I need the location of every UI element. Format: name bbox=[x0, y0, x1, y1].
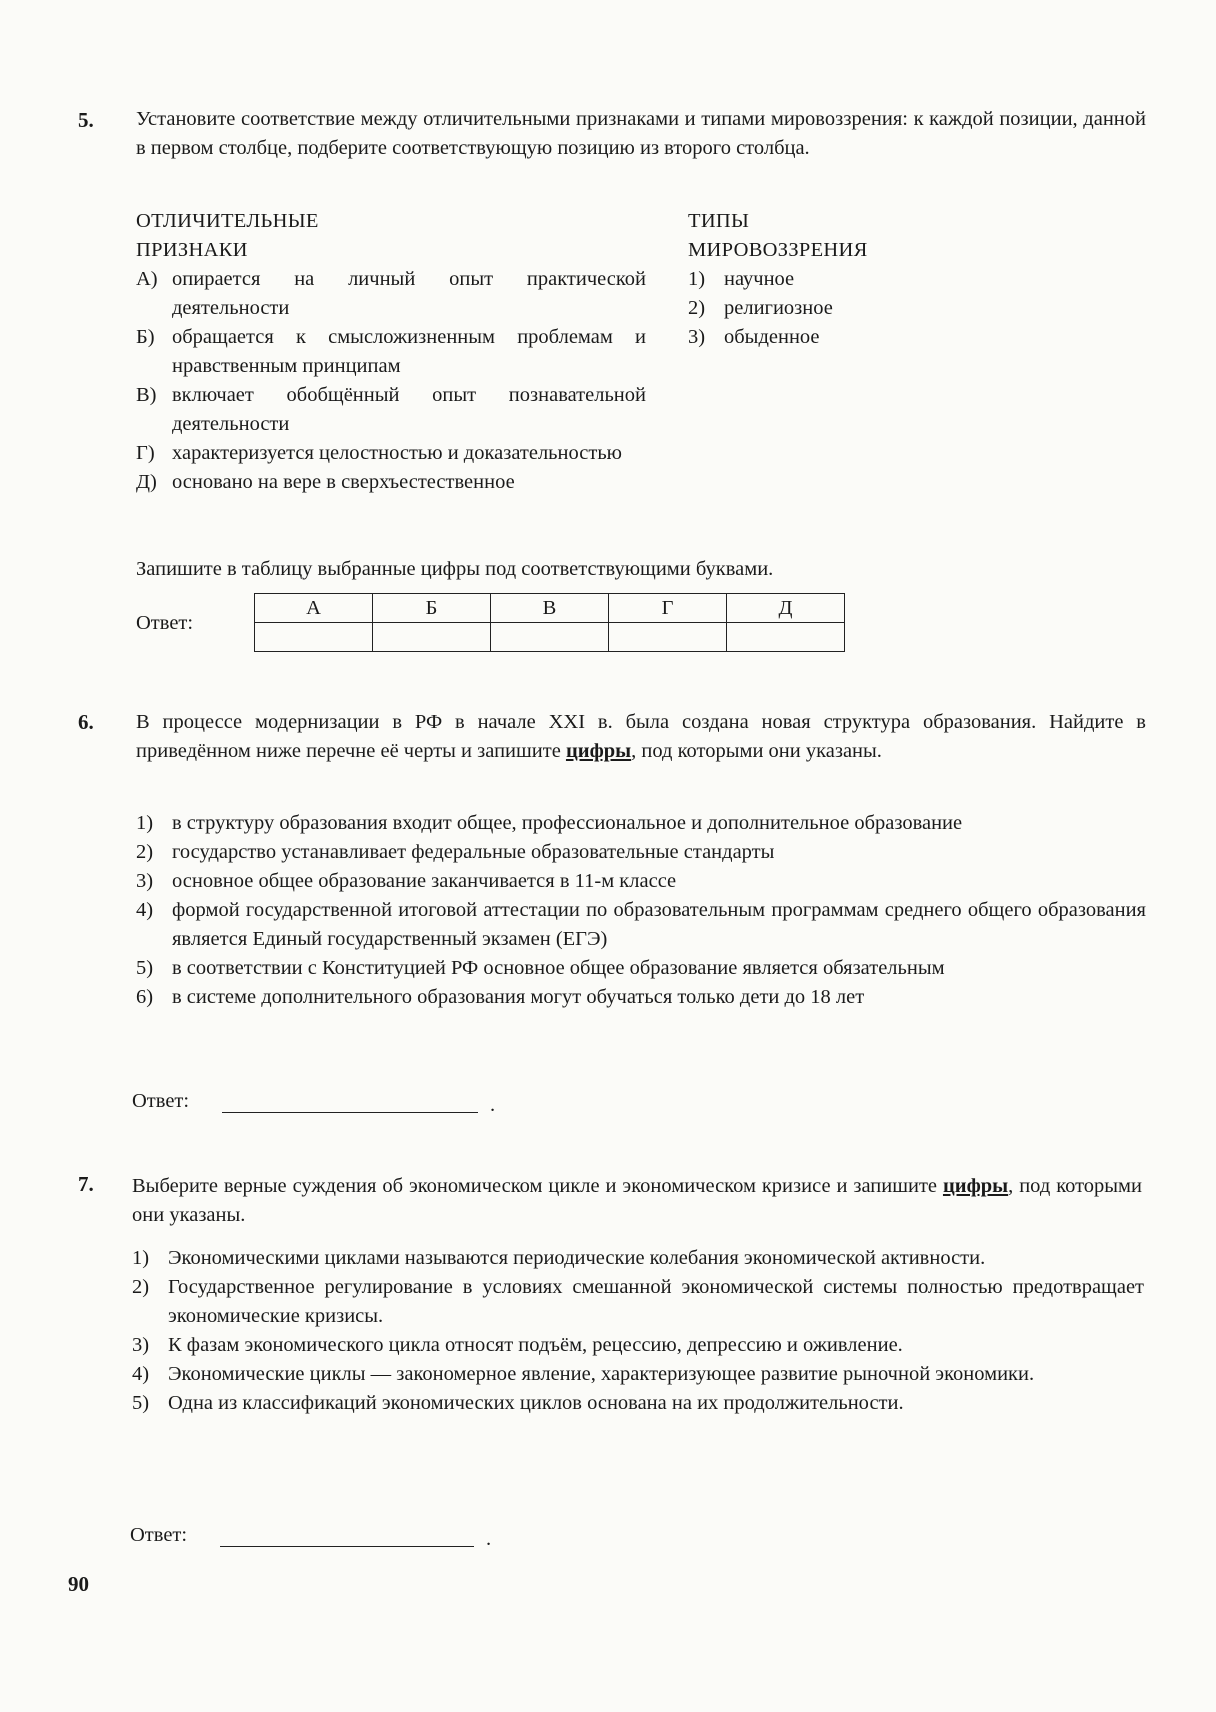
feature-label: Д) bbox=[136, 471, 157, 493]
type-label: 2) bbox=[688, 297, 706, 319]
task6-option bbox=[136, 838, 1146, 867]
option-text: К фазам экономического цикла относят подъём, рецессию, депрессию и оживление. bbox=[168, 1334, 903, 1356]
task5-left-header-2: ПРИЗНАКИ bbox=[136, 239, 248, 261]
task5-right-header-2: МИРОВОЗЗРЕНИЯ bbox=[688, 239, 868, 261]
task7-options bbox=[132, 1244, 1144, 1418]
option-label: 2) bbox=[136, 841, 154, 863]
option-text: в структуру образования входит общее, профессиональное и дополнительное образование bbox=[172, 812, 963, 834]
task7-option bbox=[132, 1360, 1144, 1389]
option-label: 5) bbox=[132, 1392, 150, 1414]
task7-answer-dot: . bbox=[486, 1528, 492, 1550]
feature-label: А) bbox=[136, 268, 158, 290]
task6-option bbox=[136, 983, 1146, 1012]
task5-right-header-1: ТИПЫ bbox=[688, 210, 750, 232]
feature-text: опирается на личный опыт практической деятельности bbox=[172, 268, 646, 319]
task6-option bbox=[136, 867, 1146, 896]
task6-answer-field[interactable] bbox=[222, 1090, 478, 1113]
task6-number: 6. bbox=[78, 710, 94, 734]
option-text: в соответствии с Конституцией РФ основное общее образование является обязательным bbox=[172, 957, 945, 979]
task7-option bbox=[132, 1273, 1144, 1331]
task6-answer-label: Ответ: bbox=[132, 1090, 190, 1112]
task5-features-column bbox=[136, 207, 646, 497]
answer-cell-d[interactable] bbox=[727, 623, 845, 652]
option-text: в системе дополнительного образования могут обучаться только дети до 18 лет bbox=[172, 986, 865, 1008]
option-text: формой государственной итоговой аттестации по образовательным программам среднего общего образования является Единый государственный экзамен (ЕГЭ) bbox=[172, 899, 1146, 950]
task5-prompt: Установите соответствие между отличительными признаками и типами мировоззрения: к каждой позиции, данной в первом столбце, подберите соответствующую позицию из второго столбца. bbox=[136, 108, 1146, 159]
feature-text: обращается к смысложизненным проблемам и нравственным принципам bbox=[172, 326, 646, 377]
option-label: 4) bbox=[132, 1363, 150, 1385]
answer-cell-b[interactable] bbox=[373, 623, 491, 652]
task7-answer-label: Ответ: bbox=[130, 1524, 188, 1546]
option-text: Государственное регулирование в условиях смешанной экономической системы полностью предотвращает экономические кризисы. bbox=[168, 1276, 1144, 1327]
task5-answer-label: Ответ: bbox=[136, 612, 194, 634]
task5-feature bbox=[136, 439, 646, 468]
feature-text: характеризуется целостностью и доказательностью bbox=[172, 442, 622, 464]
answer-cell-v[interactable] bbox=[491, 623, 609, 652]
type-text: религиозное bbox=[724, 297, 833, 319]
option-text: Одна из классификаций экономических циклов основана на их продолжительности. bbox=[168, 1392, 904, 1414]
option-text: Экономическими циклами называются периодические колебания экономической активности. bbox=[168, 1247, 986, 1269]
task5-feature bbox=[136, 468, 646, 497]
table-header-d: Д bbox=[727, 594, 845, 623]
type-text: обыденное bbox=[724, 326, 820, 348]
option-label: 1) bbox=[136, 812, 154, 834]
task7-option bbox=[132, 1389, 1144, 1418]
task5-number: 5. bbox=[78, 108, 94, 132]
feature-label: В) bbox=[136, 384, 157, 406]
option-label: 2) bbox=[132, 1276, 150, 1298]
task6-prompt-before: В процессе модернизации в РФ в начале XXI в. была создана новая структура образования. Найдите в приведённом ниже перечне её черты и запишите bbox=[136, 711, 1146, 762]
task7-option bbox=[132, 1244, 1144, 1273]
table-header-a: А bbox=[255, 594, 373, 623]
option-label: 3) bbox=[132, 1334, 150, 1356]
option-label: 6) bbox=[136, 986, 154, 1008]
option-label: 5) bbox=[136, 957, 154, 979]
task6-option bbox=[136, 954, 1146, 983]
task7-prompt-emph: цифры bbox=[942, 1175, 1009, 1197]
task5-type bbox=[688, 323, 988, 352]
feature-text: основано на вере в сверхъестественное bbox=[172, 471, 515, 493]
option-label: 1) bbox=[132, 1247, 150, 1269]
task6-option bbox=[136, 809, 1146, 838]
task5-type bbox=[688, 294, 988, 323]
table-header-b: Б bbox=[373, 594, 491, 623]
task6-options bbox=[136, 809, 1146, 1012]
page-number: 90 bbox=[68, 1572, 89, 1596]
option-text: Экономические циклы — закономерное явление, характеризующее развитие рыночной экономики. bbox=[168, 1363, 1035, 1385]
answer-cell-a[interactable] bbox=[255, 623, 373, 652]
task5-feature bbox=[136, 265, 646, 323]
type-label: 1) bbox=[688, 268, 706, 290]
task7-prompt bbox=[132, 1172, 1142, 1230]
task5-types-column bbox=[688, 207, 988, 352]
option-label: 4) bbox=[136, 899, 154, 921]
task5-type bbox=[688, 265, 988, 294]
task6-answer-dot: . bbox=[490, 1094, 496, 1116]
answer-cell-g[interactable] bbox=[609, 623, 727, 652]
task5-answer-table bbox=[254, 593, 845, 652]
type-label: 3) bbox=[688, 326, 706, 348]
task7-answer-field[interactable] bbox=[220, 1524, 474, 1547]
task6-option bbox=[136, 896, 1146, 954]
feature-text: включает обобщённый опыт познавательной деятельности bbox=[172, 384, 646, 435]
task5-instruction: Запишите в таблицу выбранные цифры под соответствующими буквами. bbox=[136, 558, 774, 580]
feature-label: Г) bbox=[136, 442, 155, 464]
task6-prompt-after: , под которыми они указаны. bbox=[631, 740, 882, 762]
task6-prompt-emph: цифры bbox=[565, 740, 632, 762]
task7-prompt-after: , под которыми они указаны. bbox=[132, 1175, 1142, 1226]
task5-feature bbox=[136, 381, 646, 439]
table-header-g: Г bbox=[609, 594, 727, 623]
table-header-v: В bbox=[491, 594, 609, 623]
task5-feature bbox=[136, 323, 646, 381]
task7-prompt-before: Выберите верные суждения об экономическом цикле и экономическом кризисе и запишите bbox=[132, 1175, 943, 1197]
option-text: основное общее образование заканчивается в 11-м классе bbox=[172, 870, 677, 892]
option-text: государство устанавливает федеральные образовательные стандарты bbox=[172, 841, 775, 863]
feature-label: Б) bbox=[136, 326, 155, 348]
task7-number: 7. bbox=[78, 1172, 94, 1196]
task6-prompt bbox=[136, 708, 1146, 766]
option-label: 3) bbox=[136, 870, 154, 892]
type-text: научное bbox=[724, 268, 795, 290]
task7-option bbox=[132, 1331, 1144, 1360]
task5-left-header-1: ОТЛИЧИТЕЛЬНЫЕ bbox=[136, 210, 319, 232]
